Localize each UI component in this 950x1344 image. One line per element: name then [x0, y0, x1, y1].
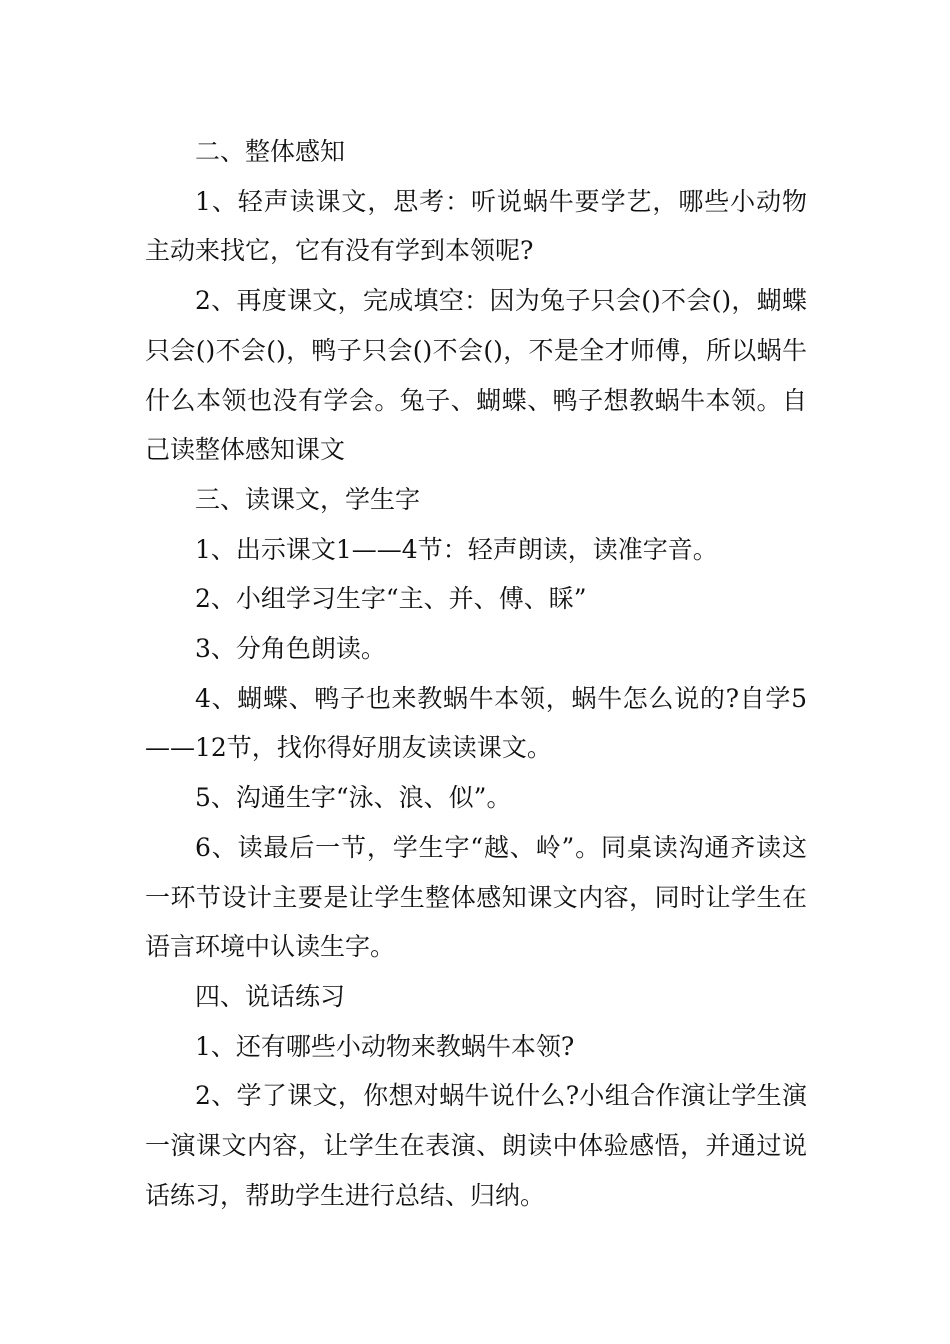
section-heading-speaking: 四、说话练习 [195, 981, 346, 1011]
paragraph: 2、小组学习生字“主、并、傅、睬” [195, 584, 587, 614]
paragraph: 1、出示课文1——4节：轻声朗读，读准字音。 [195, 534, 718, 564]
paragraph: 1、还有哪些小动物来教蜗牛本领? [195, 1031, 575, 1061]
document-body [145, 127, 807, 1220]
paragraph: 1、轻声读课文，思考：听说蜗牛要学艺，哪些小动物主动来找它，它有没有学到本领呢? [145, 186, 807, 266]
paragraph: 5、沟通生字“泳、浪、似”。 [195, 783, 512, 813]
paragraph: 3、分角色朗读。 [195, 634, 386, 664]
section-heading-reading: 三、读课文，学生字 [195, 484, 421, 514]
paragraph: 2、再度课文，完成填空：因为兔子只会()不会()，蝴蝶只会()不会()，鸭子只会()不会()，不是全才师傅，所以蜗牛什么本领也没有学会。兔子、蝴蝶、鸭子想教蜗牛本领。自己读整体感知课文 [145, 286, 807, 465]
paragraph: 2、学了课文，你想对蜗牛说什么?小组合作演让学生演一演课文内容，让学生在表演、朗读中体验感悟，并通过说话练习，帮助学生进行总结、归纳。 [145, 1081, 807, 1210]
paragraph: 6、读最后一节，学生字“越、岭”。同桌读沟通齐读这一环节设计主要是让学生整体感知课文内容，同时让学生在语言环境中认读生字。 [145, 832, 807, 962]
paragraph: 4、蝴蝶、鸭子也来教蜗牛本领，蜗牛怎么说的?自学5——12节，找你得好朋友读读课文。 [145, 683, 807, 763]
section-heading-overview: 二、整体感知 [195, 137, 346, 166]
